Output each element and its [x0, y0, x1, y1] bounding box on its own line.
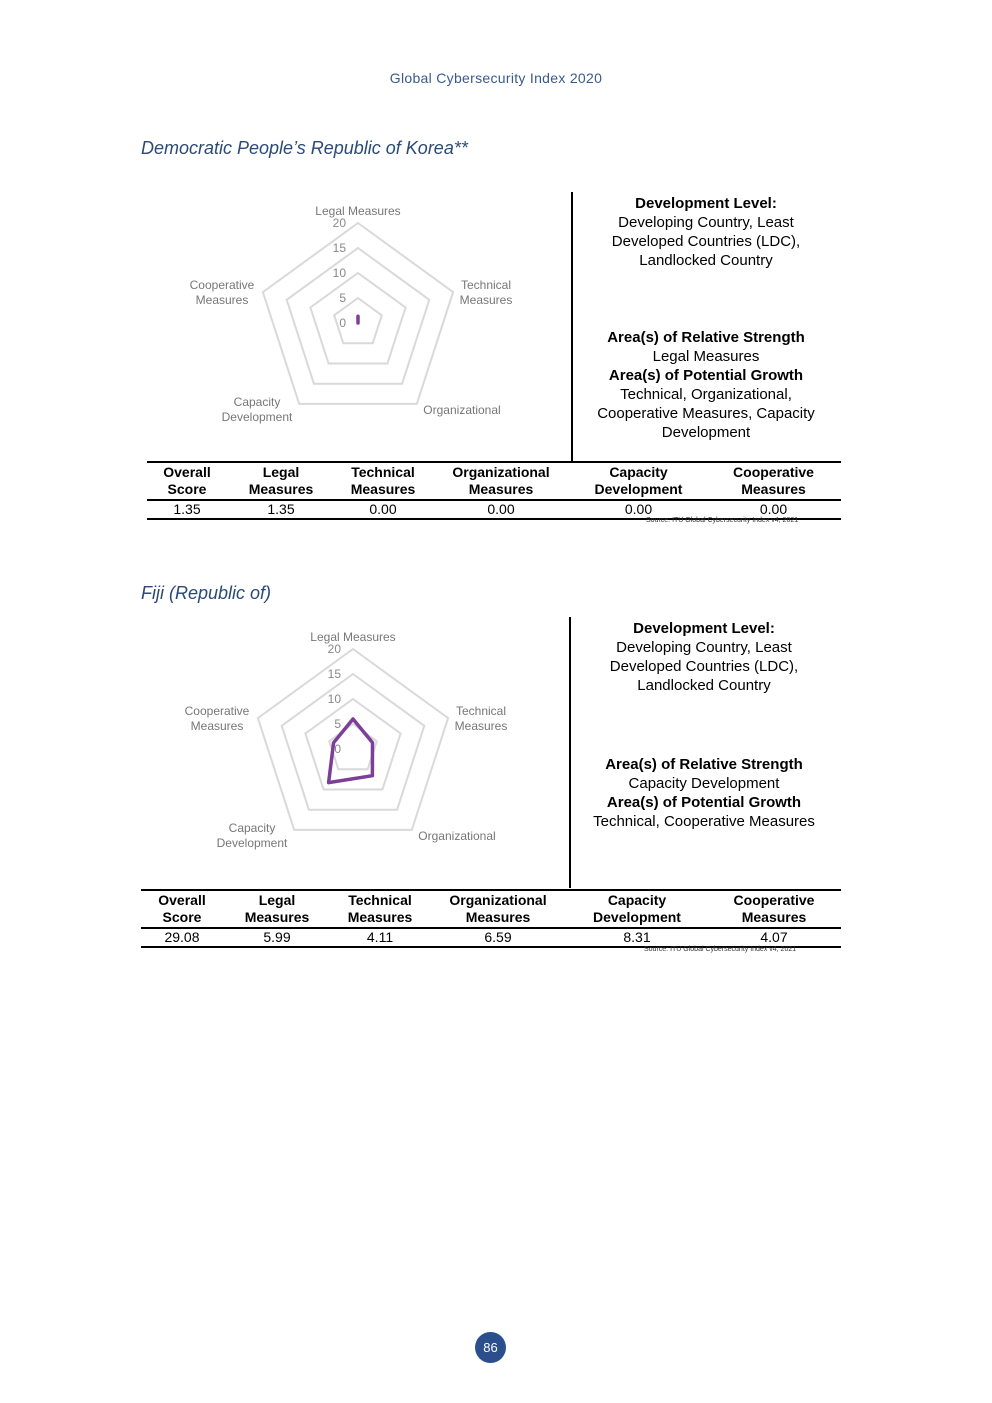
- development-level-line: Landlocked Country: [639, 252, 773, 269]
- growth-line: Cooperative Measures, Capacity: [597, 405, 815, 422]
- radar-axis-label: Cooperative Measures: [184, 704, 250, 733]
- organizational-measures-value: 0.00: [431, 500, 571, 519]
- radar-axis-label: Cooperative Measures: [189, 278, 255, 307]
- radar-axis-label: Capacity Development: [221, 395, 293, 424]
- country-title: Democratic People’s Republic of Korea**: [141, 138, 468, 158]
- strength-line: Legal Measures: [652, 348, 760, 365]
- strength-growth-info: [576, 328, 836, 442]
- legal-measures-value: 5.99: [223, 928, 331, 947]
- technical-measures-value: 4.11: [331, 928, 429, 947]
- source-note: Source: ITU Global Cybersecurity Index v4, 2021: [644, 946, 797, 953]
- development-level-line: Developed Countries (LDC),: [609, 658, 799, 675]
- score-table: [147, 461, 841, 520]
- capacity-development-value: 0.00: [571, 500, 706, 519]
- source-note: Source: ITU Global Cybersecurity Index v4, 2021: [646, 517, 799, 524]
- organizational-measures-value: 6.59: [429, 928, 567, 947]
- score-table-header-row: [147, 462, 841, 500]
- country-title: Fiji (Republic of): [141, 583, 272, 603]
- radar-axis-label: Capacity Development: [216, 821, 288, 850]
- header-cooperative-measures: Cooperative Measures: [706, 462, 841, 500]
- radar-tick-label: 15: [327, 667, 341, 681]
- header-overall-score: Overall Score: [147, 462, 227, 500]
- cooperative-measures-value: 0.00: [706, 500, 841, 519]
- radar-axis-label: Technical Measures: [459, 278, 513, 307]
- radar-tick-label: 10: [332, 266, 346, 280]
- radar-tick-label: 5: [334, 717, 341, 731]
- page-number-badge: 86: [475, 1332, 506, 1363]
- document-header-title: Global Cybersecurity Index 2020: [389, 70, 603, 86]
- growth-label: Area(s) of Potential Growth: [608, 367, 804, 384]
- radar-tick-label: 0: [339, 316, 346, 330]
- radar-tick-label: 15: [332, 241, 346, 255]
- radar-axis-label: Legal Measures: [315, 204, 401, 218]
- header-organizational-measures: Organizational Measures: [431, 462, 571, 500]
- divider-line: [569, 617, 571, 888]
- strength-label: Area(s) of Relative Strength: [605, 756, 803, 773]
- radar-tick-label: 5: [339, 291, 346, 305]
- header-legal-measures: Legal Measures: [223, 890, 331, 928]
- technical-measures-value: 0.00: [335, 500, 431, 519]
- header-technical-measures: Technical Measures: [331, 890, 429, 928]
- development-level-line: Developing Country, Least: [616, 639, 792, 656]
- radar-chart: [150, 195, 550, 435]
- header-overall-score: Overall Score: [141, 890, 223, 928]
- radar-tick-label: 10: [327, 692, 341, 706]
- radar-tick-label: 0: [334, 742, 341, 756]
- radar-axis-label: Legal Measures: [310, 630, 396, 644]
- development-level-line: Developed Countries (LDC),: [611, 233, 801, 250]
- development-level-label: Development Level:: [633, 620, 775, 637]
- header-organizational-measures: Organizational Measures: [429, 890, 567, 928]
- overall-score-value: 1.35: [147, 500, 227, 519]
- strength-label: Area(s) of Relative Strength: [607, 329, 805, 346]
- radar-axis-label: Organizational: [418, 829, 496, 843]
- development-info: [576, 194, 836, 270]
- header-capacity-development: Capacity Development: [567, 890, 707, 928]
- development-level-line: Developing Country, Least: [618, 214, 794, 231]
- growth-line: Development: [661, 424, 751, 441]
- development-level-line: Landlocked Country: [637, 677, 771, 694]
- radar-tick-label: 20: [327, 642, 341, 656]
- radar-chart: [145, 621, 545, 861]
- radar-axis-label: Organizational: [423, 403, 501, 417]
- capacity-development-value: 8.31: [567, 928, 707, 947]
- header-legal-measures: Legal Measures: [227, 462, 335, 500]
- header-capacity-development: Capacity Development: [571, 462, 706, 500]
- strength-line: Capacity Development: [628, 775, 780, 792]
- growth-label: Area(s) of Potential Growth: [606, 794, 802, 811]
- growth-line: Technical, Organizational,: [620, 386, 792, 403]
- score-table-row: [141, 928, 841, 947]
- cooperative-measures-value: 4.07: [707, 928, 841, 947]
- divider-line: [571, 192, 573, 462]
- development-level-label: Development Level:: [635, 195, 777, 212]
- legal-measures-value: 1.35: [227, 500, 335, 519]
- score-table: [141, 889, 841, 948]
- overall-score-value: 29.08: [141, 928, 223, 947]
- radar-tick-label: 20: [332, 216, 346, 230]
- header-cooperative-measures: Cooperative Measures: [707, 890, 841, 928]
- radar-axis-label: Technical Measures: [454, 704, 508, 733]
- radar-grid-ring: [305, 699, 400, 790]
- score-table-header-row: [141, 890, 841, 928]
- strength-growth-info: [574, 755, 834, 831]
- development-info: [574, 619, 834, 695]
- header-technical-measures: Technical Measures: [335, 462, 431, 500]
- growth-line: Technical, Cooperative Measures: [593, 813, 815, 830]
